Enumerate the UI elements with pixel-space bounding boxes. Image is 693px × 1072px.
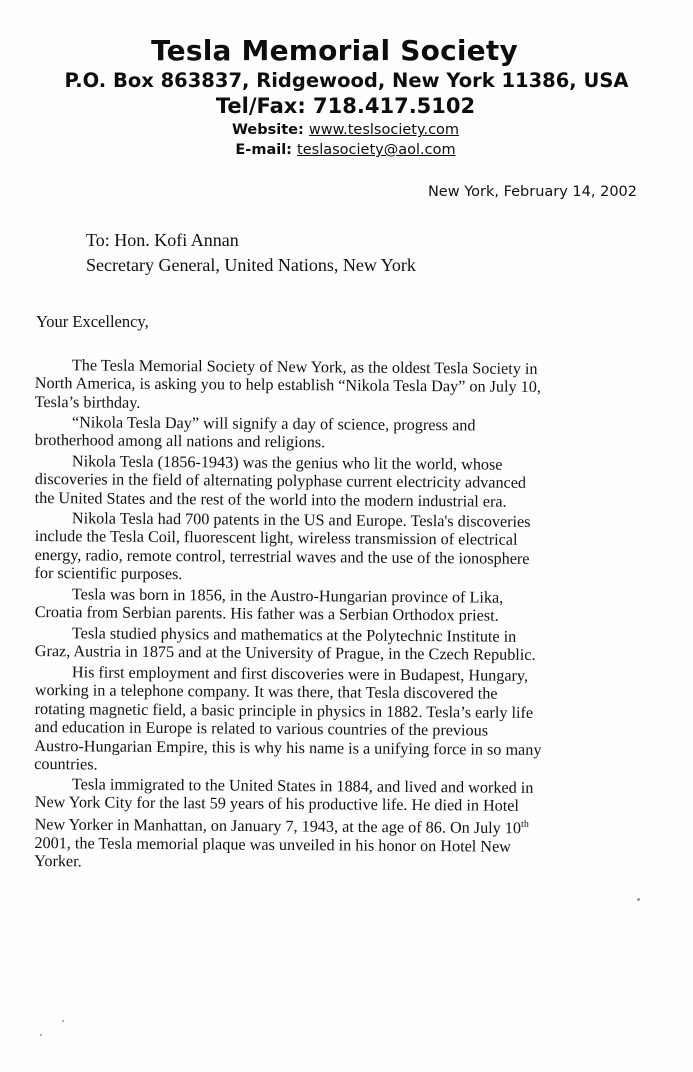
paragraph-line: 2001, the Tesla memorial plaque was unveiled in his honor on Hotel New [34,833,511,856]
salutation: Your Excellency, [36,312,149,331]
paragraph-line: for scientific purposes. [34,564,183,584]
paragraph-line: Austro-Hungarian Empire, this is why his name is a unifying force in so many [34,736,542,759]
paragraph-line: energy, radio, remote control, terrestrial waves and the use of the ionosphere [34,546,530,568]
recipient-block [86,228,416,278]
body-paragraph [35,413,635,455]
paragraph-line: Graz, Austria in 1875 and at the University of Prague, in the Czech Republic. [34,642,536,665]
paragraph-line: include the Tesla Coil, fluorescent light, wireless transmission of electrical [34,527,518,550]
paragraph-line: discoveries in the field of alternating polyphase current electricity advanced [34,470,527,493]
paragraph-line: working in a telephone company. It was there, that Tesla discovered the [34,680,498,703]
scan-speck [62,1020,64,1022]
paragraph-line: Yorker. [34,851,82,871]
scan-speck [40,1034,42,1036]
paragraph-line: Croatia from Serbian parents. His father was a Serbian Orthodox priest. [34,603,499,625]
email-line [0,140,693,160]
paragraph-line: Tesla studied physics and mathematics at the Polytechnic Institute in [71,623,517,646]
paragraph-line: Tesla immigrated to the United States in 1884, and lived and worked in [71,775,534,797]
paragraph-line: rotating magnetic field, a basic principle in physics in 1882. Tesla’s early life [34,699,534,722]
website-label: Website: [231,122,304,138]
body-paragraph [34,663,635,778]
paragraph-line: The Tesla Memorial Society of New York, as the oldest Tesla Society in [71,356,538,378]
scan-speck [637,898,640,901]
paragraph-line: brotherhood among all nations and religions. [34,431,326,452]
paragraph-line: New York City for the last 59 years of his productive life. He died in Hotel [34,793,520,816]
paragraph-line: New Yorker in Manhattan, on January 7, 1943, at the age of 86. On July 10th [34,815,529,837]
letter-date: New York, February 14, 2002 [427,184,637,200]
paragraph-line: and education in Europe is related to various countries of the previous [34,717,489,740]
body-paragraph [35,585,635,627]
paragraph-line: His first employment and first discoveries were in Budapest, Hungary, [71,662,529,685]
website-line [0,120,693,140]
society-name: Tesla Memorial Society [151,34,518,67]
letterhead [0,34,693,160]
website-link[interactable]: www.teslsociety.com [308,122,460,138]
email-link[interactable]: teslasociety@aol.com [297,142,456,158]
body-paragraph [34,509,635,587]
paragraph-line: countries. [34,754,98,774]
email-label: E-mail: [235,142,292,158]
body-paragraph [35,356,635,416]
recipient-name: To: Hon. Kofi Annan [86,230,239,250]
body-paragraph [35,452,635,512]
recipient-title: Secretary General, United Nations, New York [86,255,416,275]
paragraph-line: “Nikola Tesla Day” will signify a day of science, progress and [71,413,476,435]
body-paragraph [34,775,635,875]
paragraph-line: Tesla’s birthday. [34,392,141,412]
ordinal-suffix: th [521,818,529,830]
paragraph-line: Tesla was born in 1856, in the Austro-Hungarian province of Lika, [71,585,504,607]
paragraph-line: Nikola Tesla (1856-1943) was the genius who lit the world, whose [71,452,503,474]
paragraph-line: Nikola Tesla had 700 patents in the US and Europe. Tesla's discoveries [71,509,531,532]
paragraph-line: the United States and the rest of the world into the modern industrial era. [34,488,507,511]
society-telephone: Tel/Fax: 718.417.5102 [215,94,476,118]
paragraph-line: North America, is asking you to help establish “Nikola Tesla Day” on July 10, [34,374,541,397]
society-address: P.O. Box 863837, Ridgewood, New York 11386, USA [64,69,629,92]
letter-body [35,356,635,872]
body-paragraph [35,624,635,666]
